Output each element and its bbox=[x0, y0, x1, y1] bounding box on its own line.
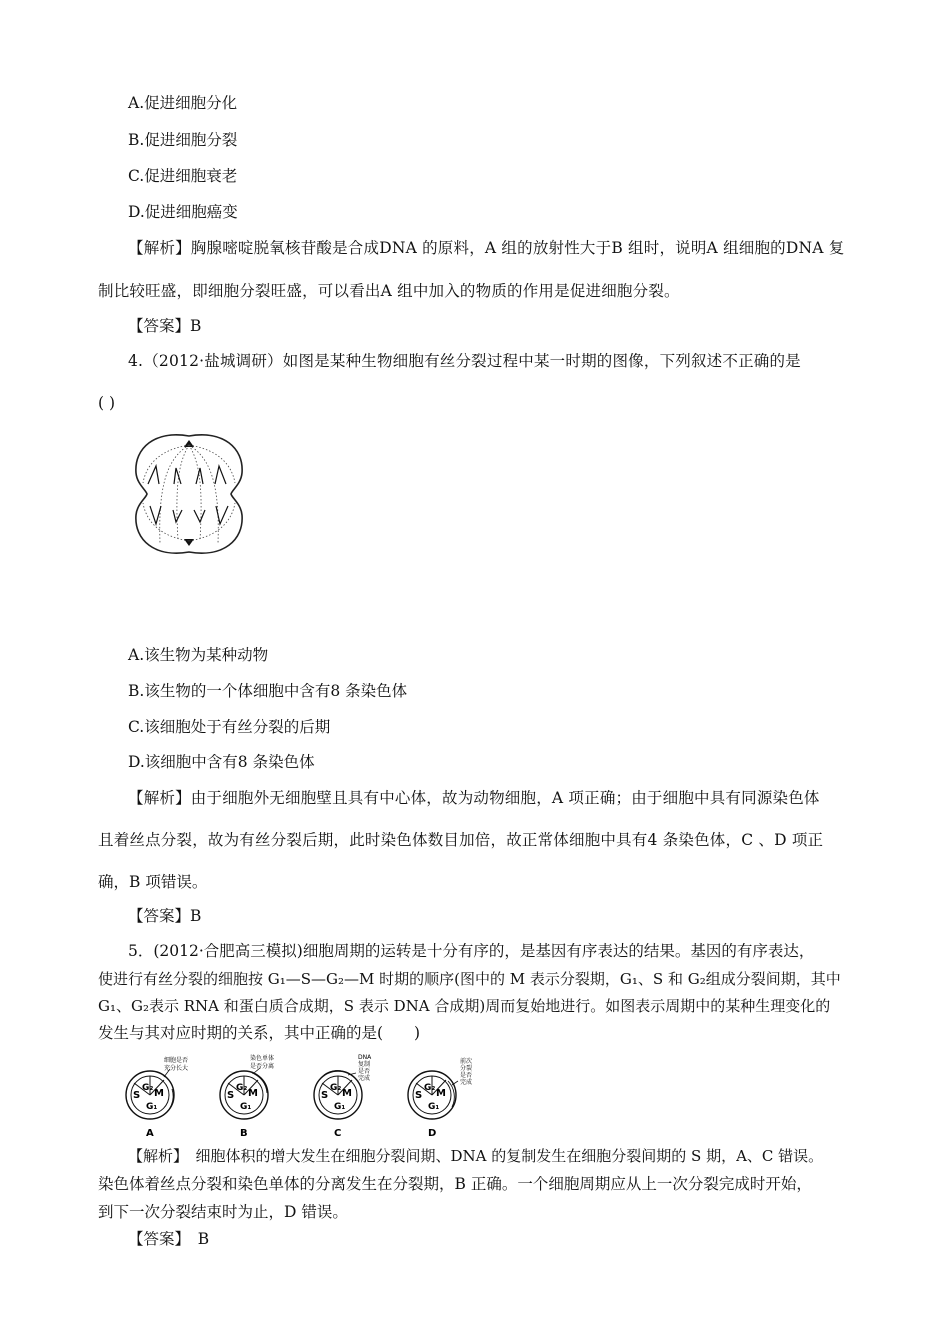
panel-b-note-2: 是否分离 bbox=[250, 1063, 275, 1070]
q4-analysis-line-3: 确，B 项错误。 bbox=[98, 873, 208, 891]
phase-s: S bbox=[133, 1090, 141, 1101]
phase-g1: G₁ bbox=[146, 1102, 158, 1112]
q5-stem-line-1: 5．(2012·合肥高三模拟)细胞周期的运转是十分有序的，是基因有序表达的结果。基因的有序表达， bbox=[128, 942, 815, 960]
centrosome-top bbox=[184, 440, 194, 447]
panel-a-note-1: 细胞是否 bbox=[164, 1057, 189, 1064]
panel-c-note-4: 完成 bbox=[358, 1075, 371, 1082]
panel-a-letter: A bbox=[146, 1128, 154, 1139]
q4-stem: 4.（2012·盐城调研）如图是某种生物细胞有丝分裂过程中某一时期的图像，下列叙述不正确的是 bbox=[128, 352, 801, 370]
panel-c-note-1: DNA bbox=[358, 1054, 372, 1061]
panel-d-note-1: 前次 bbox=[460, 1058, 473, 1065]
panel-c-note-2: 复制 bbox=[358, 1061, 371, 1068]
panel-d bbox=[408, 1057, 472, 1139]
q3-analysis-line-2: 制比较旺盛，即细胞分裂旺盛，可以看出A 组中加入的物质的作用是促进细胞分裂。 bbox=[98, 282, 680, 300]
panel-b-note-1: 染色单体 bbox=[250, 1055, 275, 1062]
svg-text:S: S bbox=[227, 1090, 235, 1101]
panel-d-note-4: 完成 bbox=[460, 1079, 473, 1086]
panel-a bbox=[126, 1056, 188, 1139]
panel-c-note-3: 是否 bbox=[358, 1068, 371, 1075]
centrosome-bottom bbox=[184, 539, 194, 546]
panel-c bbox=[314, 1054, 372, 1139]
q4-option-b: B.该生物的一个体细胞中含有8 条染色体 bbox=[128, 682, 408, 700]
q5-analysis-line-2: 染色体着丝点分裂和染色单体的分离发生在分裂期，B 正确。一个细胞周期应从上一次分裂完成时开始， bbox=[98, 1175, 812, 1193]
panel-d-letter: D bbox=[428, 1128, 437, 1139]
q5-stem-line-3: G₁、G₂表示 RNA 和蛋白质合成期，S 表示 DNA 合成期)周而复始地进行。如图表示周期中的某种生理变化的 bbox=[98, 997, 831, 1015]
q4-answer: 【答案】B bbox=[128, 907, 202, 925]
q3-option-d: D.促进细胞癌变 bbox=[128, 203, 238, 221]
chromosomes-lower bbox=[150, 506, 228, 524]
svg-text:G₂: G₂ bbox=[330, 1083, 342, 1093]
spindle-fibers bbox=[143, 445, 235, 543]
q4-option-d: D.该细胞中含有8 条染色体 bbox=[128, 753, 315, 771]
q5-stem-line-2: 使进行有丝分裂的细胞按 G₁—S—G₂—M 时期的顺序(图中的 M 表示分裂期，G₁、S 和 G₂组成分裂间期，其中 bbox=[98, 970, 841, 988]
q4-answer-bracket: ( ) bbox=[98, 394, 116, 412]
cell-membrane bbox=[136, 435, 242, 553]
q3-option-c: C.促进细胞衰老 bbox=[128, 167, 238, 185]
q3-analysis-line-1: 【解析】胸腺嘧啶脱氧核苷酸是合成DNA 的原料，A 组的放射性大于B 组时，说明A 组细胞的DNA 复 bbox=[128, 239, 845, 257]
svg-text:G₂: G₂ bbox=[424, 1083, 436, 1093]
mitosis-anaphase-figure bbox=[128, 428, 250, 560]
q4-analysis-line-1: 【解析】由于细胞外无细胞壁且具有中心体，故为动物细胞，A 项正确；由于细胞中具有同源染色体 bbox=[128, 789, 820, 807]
q5-stem-line-4: 发生与其对应时期的关系，其中正确的是( ) bbox=[98, 1024, 421, 1042]
phase-g2: G₂ bbox=[142, 1083, 154, 1093]
svg-text:S: S bbox=[415, 1090, 423, 1101]
panel-a-note-2: 充分长大 bbox=[164, 1065, 189, 1072]
q5-answer: 【答案】 B bbox=[128, 1230, 210, 1248]
q4-option-a: A.该生物为某种动物 bbox=[128, 646, 269, 664]
svg-text:G₁: G₁ bbox=[334, 1102, 346, 1112]
panel-b-letter: B bbox=[240, 1128, 248, 1139]
q3-answer: 【答案】B bbox=[128, 317, 202, 335]
chromosomes-upper bbox=[148, 466, 226, 484]
svg-text:M: M bbox=[342, 1088, 352, 1099]
phase-m: M bbox=[154, 1088, 164, 1099]
q4-analysis-line-2: 且着丝点分裂，故为有丝分裂后期，此时染色体数目加倍，故正常体细胞中具有4 条染色体，C 、D 项正 bbox=[98, 831, 824, 849]
svg-text:G₂: G₂ bbox=[236, 1083, 248, 1093]
q5-analysis-line-1: 【解析】 细胞体积的增大发生在细胞分裂间期、DNA 的复制发生在细胞分裂间期的 S 期，A、C 错误。 bbox=[128, 1147, 824, 1165]
q3-option-a: A.促进细胞分化 bbox=[128, 94, 238, 112]
svg-text:G₁: G₁ bbox=[240, 1102, 252, 1112]
svg-text:M: M bbox=[436, 1088, 446, 1099]
q5-analysis-line-3: 到下一次分裂结束时为止，D 错误。 bbox=[98, 1203, 348, 1221]
svg-text:M: M bbox=[248, 1088, 258, 1099]
svg-text:S: S bbox=[321, 1090, 329, 1101]
panel-d-note-3: 是否 bbox=[460, 1072, 473, 1079]
panel-b bbox=[220, 1054, 274, 1139]
panel-d-note-2: 分裂 bbox=[460, 1065, 473, 1072]
panel-c-letter: C bbox=[334, 1128, 342, 1139]
svg-text:G₁: G₁ bbox=[428, 1102, 440, 1112]
q4-option-c: C.该细胞处于有丝分裂的后期 bbox=[128, 718, 331, 736]
cell-cycle-figure bbox=[120, 1053, 490, 1139]
q3-option-b: B.促进细胞分裂 bbox=[128, 131, 238, 149]
